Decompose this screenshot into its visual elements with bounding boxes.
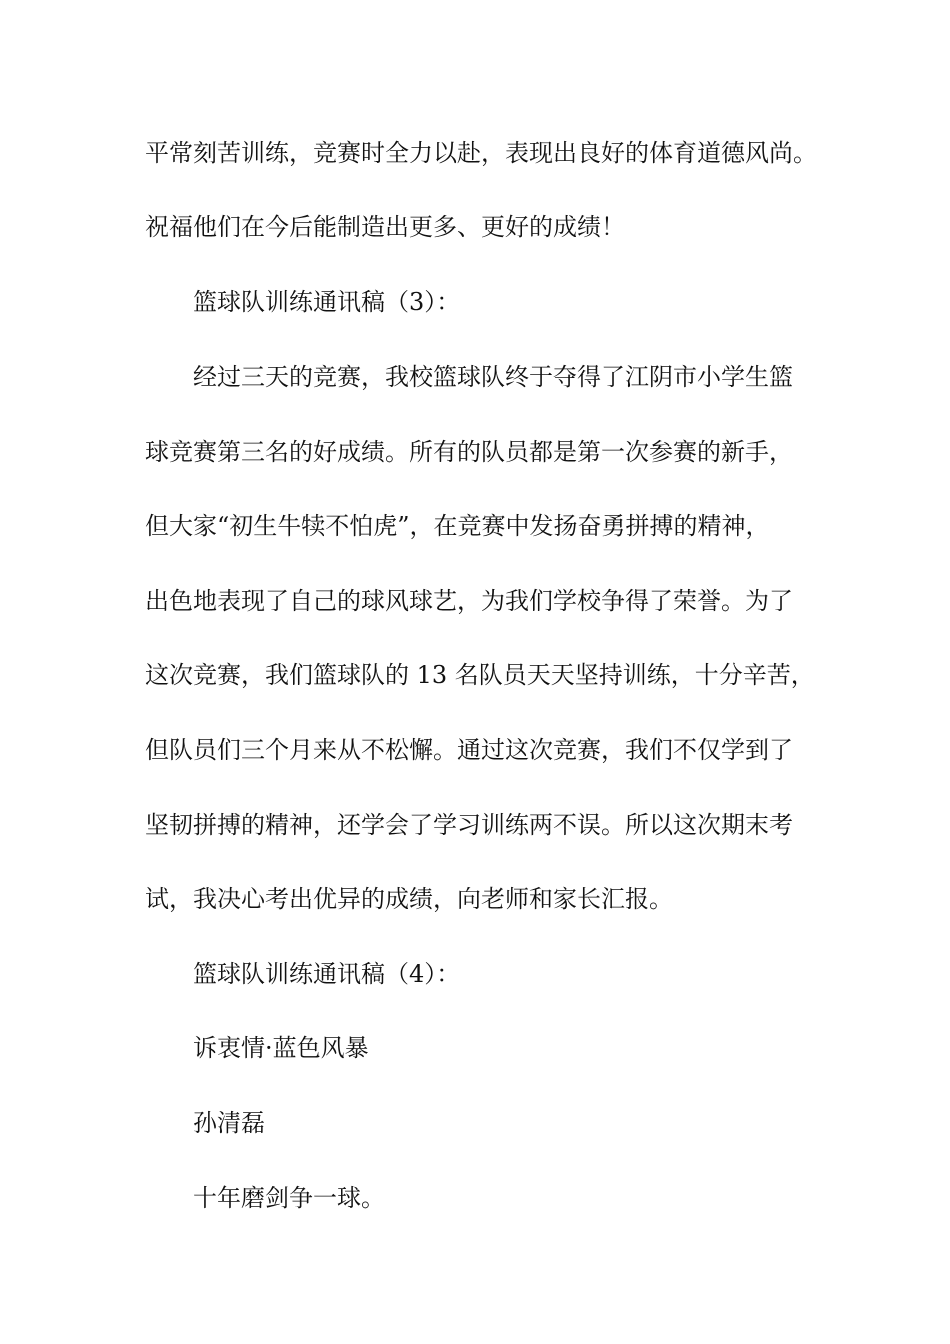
section-heading: 篮球队训练通讯稿（3）： <box>193 288 461 316</box>
paragraph-line: 出色地表现了自己的球风球艺，为我们学校争得了荣誉。为了 <box>145 587 793 615</box>
paragraph-line: 坚韧拼搏的精神，还学会了学习训练两不误。所以这次期末考 <box>145 811 793 839</box>
section-heading: 篮球队训练通讯稿（4）： <box>193 960 461 988</box>
poem-author: 孙清磊 <box>193 1109 265 1137</box>
paragraph-line: 平常刻苦训练，竞赛时全力以赴，表现出良好的体育道德风尚。 <box>145 139 817 167</box>
poem-line: 十年磨剑争一球。 <box>193 1184 385 1212</box>
poem-title: 诉衷情·蓝色风暴 <box>193 1034 369 1062</box>
paragraph-line: 但大家“初生牛犊不怕虎”，在竞赛中发扬奋勇拼搏的精神， <box>145 512 770 540</box>
paragraph-line: 经过三天的竞赛，我校篮球队终于夺得了江阴市小学生篮 <box>193 363 793 391</box>
paragraph-line: 这次竞赛，我们篮球队的 13 名队员天天坚持训练，十分辛苦， <box>145 661 815 689</box>
paragraph-line: 但队员们三个月来从不松懈。通过这次竞赛，我们不仅学到了 <box>145 736 793 764</box>
paragraph-line: 祝福他们在今后能制造出更多、更好的成绩！ <box>145 213 625 241</box>
paragraph-line: 球竞赛第三名的好成绩。所有的队员都是第一次参赛的新手， <box>145 438 793 466</box>
paragraph-line: 试，我决心考出优异的成绩，向老师和家长汇报。 <box>145 885 673 913</box>
